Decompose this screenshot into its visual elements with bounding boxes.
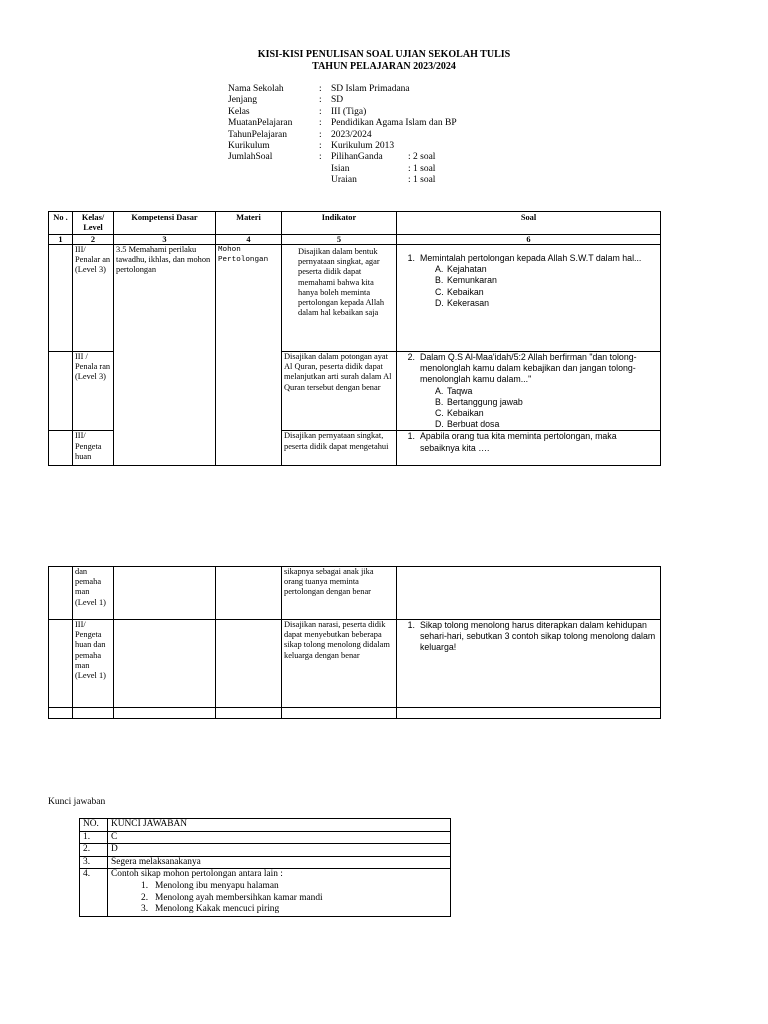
- option: [399, 275, 658, 286]
- option-text: Berbuat dosa: [447, 419, 500, 430]
- answer-key-header: [80, 819, 451, 832]
- info-row: [228, 175, 548, 186]
- option-text: Kejahatan: [447, 264, 487, 275]
- cell-materi: [216, 708, 282, 719]
- info-key: Kurikulum: [228, 140, 270, 151]
- cell-no: [49, 352, 73, 431]
- option: [399, 264, 658, 275]
- column-number: 5: [282, 235, 397, 245]
- cell-soal: [397, 708, 661, 719]
- header-materi: Materi: [216, 212, 282, 235]
- cell-no: [49, 431, 73, 466]
- answer-row: [80, 844, 451, 857]
- question: [399, 253, 658, 264]
- question: [399, 431, 658, 453]
- info-colon: :: [319, 95, 322, 106]
- option-letter: D.: [435, 419, 444, 430]
- info-colon: :: [319, 106, 322, 117]
- option: [399, 397, 658, 408]
- info-value: III (Tiga): [331, 106, 367, 117]
- header-no: No .: [49, 212, 73, 235]
- question-type: PilihanGanda: [331, 152, 383, 163]
- column-number: 6: [397, 235, 661, 245]
- cell-indikator: sikapnya sebagai anak jika orang tuanya meminta pertolongan dengan benar: [282, 567, 397, 620]
- cell-indikator: [282, 708, 397, 719]
- info-value: 2023/2024: [331, 129, 372, 140]
- info-value: Kurikulum 2013: [331, 140, 395, 151]
- column-number: 4: [216, 235, 282, 245]
- cell-kelas: dan pemaha man (Level 1): [73, 567, 114, 620]
- answer-key-label: Kunci jawaban: [48, 797, 106, 807]
- table-row: [49, 708, 661, 719]
- answer-no: 4.: [80, 869, 108, 916]
- column-number: 1: [49, 235, 73, 245]
- cell-soal: [397, 431, 661, 466]
- option-text: Kekerasan: [447, 297, 490, 308]
- question-number: 2.: [407, 352, 415, 362]
- option-letter: B.: [435, 396, 444, 407]
- answer-key-head-title: KUNCI JAWABAN: [108, 819, 451, 832]
- info-row: [228, 141, 548, 152]
- header-kelas: Kelas/ Level: [73, 212, 114, 235]
- cell-kompetensi-dasar: [114, 567, 216, 620]
- option-text: Kemunkaran: [447, 275, 497, 286]
- list-item: [111, 904, 447, 916]
- list-item-text: Menolong ayah membersihkan kamar mandi: [155, 892, 323, 903]
- option-letter: A.: [435, 264, 444, 275]
- answer-key-table: [79, 818, 451, 917]
- column-number: 3: [114, 235, 216, 245]
- answer-text: Segera melaksanakanya: [108, 856, 451, 869]
- column-number: 2: [73, 235, 114, 245]
- answer-no: 1.: [80, 831, 108, 844]
- table-header-row: [49, 212, 661, 235]
- list-item: [111, 893, 447, 905]
- info-colon: :: [319, 152, 322, 163]
- answer-text: D: [108, 844, 451, 857]
- option: [399, 287, 658, 298]
- option: [399, 386, 658, 397]
- option-letter: D.: [435, 297, 444, 308]
- answer-key-head-no: NO.: [80, 819, 108, 832]
- question-text: Sikap tolong menolong harus diterapkan dalam kehidupan sehari-hari, sebutkan 3 contoh sikap tolong menolong dalam keluarga!: [420, 620, 656, 653]
- option: [399, 408, 658, 419]
- info-colon: :: [319, 118, 322, 129]
- header-indikator: Indikator: [282, 212, 397, 235]
- cell-no: [49, 620, 73, 708]
- question-text: Apabila orang tua kita meminta pertolongan, maka sebaiknya kita ….: [420, 431, 617, 453]
- answer-list: [111, 881, 447, 916]
- question-count: : 1 soal: [408, 175, 436, 186]
- header-kd: Kompetensi Dasar: [114, 212, 216, 235]
- info-row: [228, 164, 548, 175]
- question-text: Dalam Q.S Al-Maa'idah/5:2 Allah berfirman "dan tolong-menolonglah kamu dalam kebajikan dan jangan tolong-menolonglah kamu dalam...": [420, 352, 637, 385]
- cell-indikator: Disajikan dalam potongan ayat Al Quran, peserta didik dapat melanjutkan arti surah dalam Al Quran tersebut dengan benar: [282, 352, 397, 431]
- option-letter: C.: [435, 286, 444, 297]
- question-type: Uraian: [331, 175, 357, 186]
- cell-kelas: III/ Pengeta huan dan pemaha man (Level 1): [73, 620, 114, 708]
- answer-no: 2.: [80, 844, 108, 857]
- info-row: [228, 130, 548, 141]
- answer-row: [80, 856, 451, 869]
- option-text: Kebaikan: [447, 286, 484, 297]
- cell-kompetensi-dasar: [114, 620, 216, 708]
- option-text: Taqwa: [447, 385, 473, 396]
- list-item-text: Menolong ibu menyapu halaman: [155, 880, 279, 891]
- option-letter: B.: [435, 275, 444, 286]
- option: [399, 419, 658, 430]
- cell-materi: [216, 620, 282, 708]
- kisi-kisi-table: [48, 211, 661, 466]
- cell-kelas: [73, 708, 114, 719]
- document-subtitle: TAHUN PELAJARAN 2023/2024: [312, 61, 456, 72]
- question-number: 1.: [407, 620, 415, 630]
- table-row: [49, 620, 661, 708]
- question-number: 1.: [407, 431, 415, 442]
- cell-kelas: III/ Pengeta huan: [73, 431, 114, 466]
- question-text: Memintalah pertolongan kepada Allah S.W.T dalam hal...: [420, 253, 642, 263]
- info-row: [228, 84, 548, 95]
- info-colon: :: [319, 129, 322, 140]
- question: [399, 620, 658, 654]
- cell-materi: Mohon Pertolongan: [216, 245, 282, 466]
- cell-kompetensi-dasar: 3.5 Memahami perilaku tawadhu, ikhlas, dan mohon pertolongan: [114, 245, 216, 466]
- info-value: Pendidikan Agama Islam dan BP: [331, 118, 457, 129]
- list-item: [111, 881, 447, 893]
- cell-no: [49, 708, 73, 719]
- info-key: Jenjang: [228, 95, 258, 106]
- info-value: SD Islam Primadana: [331, 84, 410, 94]
- info-value: SD: [331, 95, 344, 106]
- list-item-number: 3.: [141, 904, 149, 915]
- info-row: [228, 118, 548, 129]
- info-row: [228, 152, 548, 163]
- option-text: Bertanggung jawab: [447, 396, 523, 407]
- question-number: 1.: [407, 253, 415, 263]
- table-row: [49, 245, 661, 352]
- answer-cell: [108, 869, 451, 916]
- cell-soal: [397, 620, 661, 708]
- answer-text: C: [108, 831, 451, 844]
- info-key: MuatanPelajaran: [228, 118, 293, 129]
- cell-indikator: Disajikan narasi, peserta didik dapat menyebutkan beberapa sikap tolong menolong didalam keluarga dengan benar: [282, 620, 397, 708]
- answer-row: [80, 831, 451, 844]
- answer-text: Contoh sikap mohon pertolongan antara lain :: [111, 869, 283, 880]
- answer-no: 3.: [80, 856, 108, 869]
- list-item-number: 1.: [141, 880, 149, 891]
- cell-soal: [397, 245, 661, 352]
- option: [399, 298, 658, 309]
- cell-kelas: III/ Penalar an (Level 3): [73, 245, 114, 352]
- cell-kompetensi-dasar: [114, 708, 216, 719]
- table-row: [49, 567, 661, 620]
- info-colon: :: [319, 140, 322, 151]
- question-count: : 2 soal: [408, 152, 436, 163]
- option-letter: A.: [435, 385, 444, 396]
- document-title: KISI-KISI PENULISAN SOAL UJIAN SEKOLAH TULIS: [257, 49, 511, 60]
- list-item-number: 2.: [141, 892, 149, 903]
- header-soal: Soal: [397, 212, 661, 235]
- cell-indikator: Disajikan dalam bentuk pernyataan singkat, agar peserta didik dapat memahami bahwa kita hanya boleh meminta pertolongan kepada Allah dalam hal kebaikan saja: [282, 245, 397, 352]
- option-letter: C.: [435, 408, 444, 419]
- answer-row: [80, 869, 451, 916]
- info-row: [228, 107, 548, 118]
- list-item-text: Menolong Kakak mencuci piring: [155, 904, 280, 915]
- question-count: : 1 soal: [408, 163, 436, 174]
- question-type: Isian: [331, 163, 350, 174]
- cell-materi: [216, 567, 282, 620]
- info-key: Kelas: [228, 106, 250, 117]
- option-text: Kebaikan: [447, 408, 484, 419]
- cell-no: [49, 567, 73, 620]
- info-key: TahunPelajaran: [228, 129, 287, 140]
- column-number-row: [49, 235, 661, 245]
- kisi-kisi-table-continued: [48, 566, 661, 719]
- cell-indikator: Disajikan pernyataan singkat, peserta didik dapat mengetahui: [282, 431, 397, 466]
- info-colon: :: [319, 84, 322, 94]
- cell-soal: [397, 567, 661, 620]
- info-key: Nama Sekolah: [228, 84, 284, 94]
- info-key: JumlahSoal: [228, 152, 273, 163]
- cell-soal: [397, 352, 661, 431]
- school-info: [228, 84, 548, 187]
- info-row: [228, 95, 548, 106]
- question: [399, 352, 658, 386]
- cell-kelas: III / Penala ran (Level 3): [73, 352, 114, 431]
- cell-no: [49, 245, 73, 352]
